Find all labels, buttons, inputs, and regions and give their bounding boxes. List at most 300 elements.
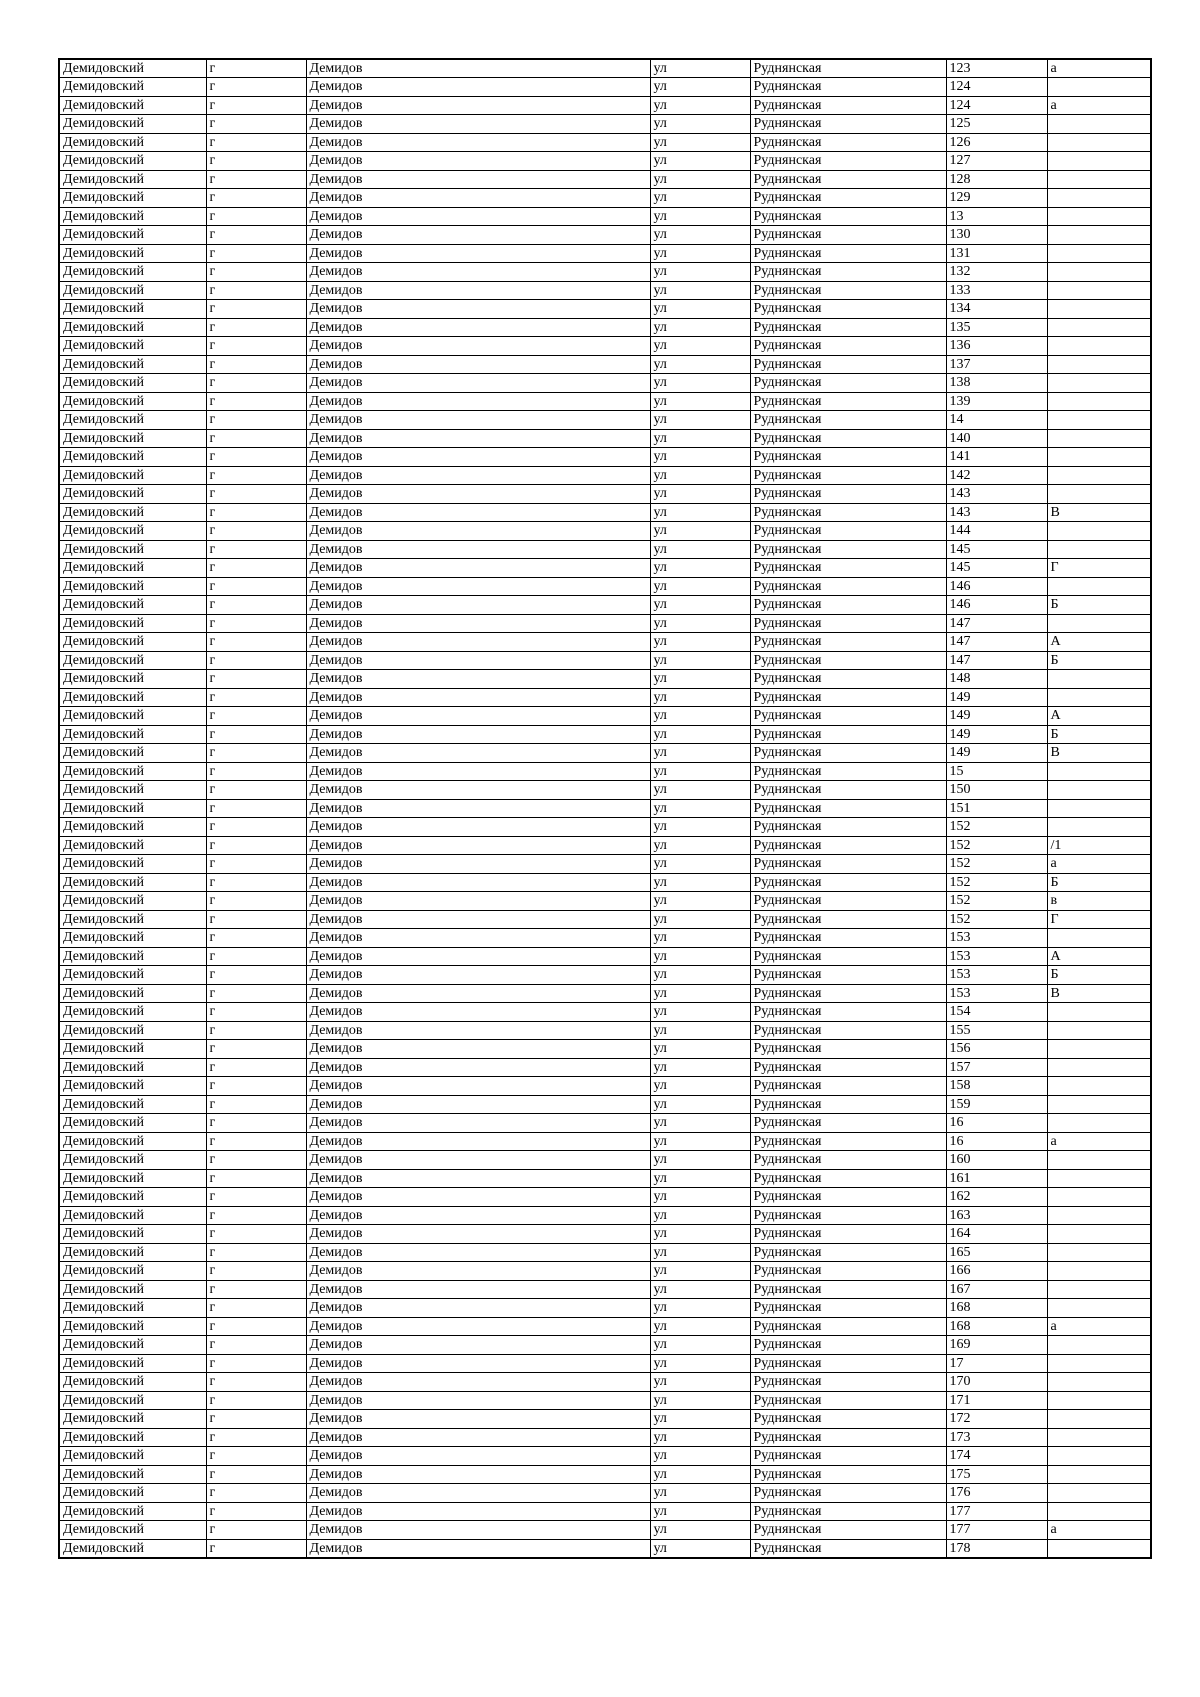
district-cell: Демидовский xyxy=(59,540,206,559)
house-number-cell: 168 xyxy=(946,1317,1047,1336)
table-row xyxy=(59,855,1151,874)
settlement-type-cell: г xyxy=(206,1502,306,1521)
house-letter-cell: а xyxy=(1047,1132,1151,1151)
table-row xyxy=(59,1465,1151,1484)
settlement-cell: Демидов xyxy=(306,1410,650,1429)
house-letter-cell xyxy=(1047,1336,1151,1355)
house-number-cell: 135 xyxy=(946,318,1047,337)
settlement-type-cell: г xyxy=(206,318,306,337)
district-cell: Демидовский xyxy=(59,78,206,97)
house-letter-cell xyxy=(1047,411,1151,430)
district-cell: Демидовский xyxy=(59,614,206,633)
district-cell: Демидовский xyxy=(59,392,206,411)
house-number-cell: 152 xyxy=(946,873,1047,892)
house-letter-cell xyxy=(1047,466,1151,485)
house-letter-cell: а xyxy=(1047,1317,1151,1336)
street-cell: Руднянская xyxy=(750,707,946,726)
district-cell: Демидовский xyxy=(59,1003,206,1022)
house-number-cell: 153 xyxy=(946,966,1047,985)
settlement-cell: Демидов xyxy=(306,836,650,855)
settlement-cell: Демидов xyxy=(306,466,650,485)
settlement-cell: Демидов xyxy=(306,503,650,522)
street-cell: Руднянская xyxy=(750,596,946,615)
district-cell: Демидовский xyxy=(59,559,206,578)
settlement-type-cell: г xyxy=(206,1243,306,1262)
house-number-cell: 128 xyxy=(946,170,1047,189)
house-letter-cell xyxy=(1047,115,1151,134)
settlement-type-cell: г xyxy=(206,1280,306,1299)
settlement-type-cell: г xyxy=(206,651,306,670)
table-row xyxy=(59,1040,1151,1059)
table-row xyxy=(59,633,1151,652)
house-number-cell: 152 xyxy=(946,855,1047,874)
settlement-type-cell: г xyxy=(206,1188,306,1207)
street-cell: Руднянская xyxy=(750,818,946,837)
house-letter-cell: А xyxy=(1047,707,1151,726)
house-letter-cell xyxy=(1047,1114,1151,1133)
street-type-cell: ул xyxy=(650,244,750,263)
settlement-cell: Демидов xyxy=(306,1465,650,1484)
house-letter-cell: а xyxy=(1047,59,1151,78)
street-cell: Руднянская xyxy=(750,1169,946,1188)
house-number-cell: 145 xyxy=(946,540,1047,559)
settlement-cell: Демидов xyxy=(306,1132,650,1151)
table-row xyxy=(59,411,1151,430)
house-letter-cell xyxy=(1047,522,1151,541)
street-type-cell: ул xyxy=(650,1502,750,1521)
district-cell: Демидовский xyxy=(59,133,206,152)
table-row xyxy=(59,1428,1151,1447)
house-letter-cell xyxy=(1047,281,1151,300)
house-letter-cell xyxy=(1047,1410,1151,1429)
settlement-cell: Демидов xyxy=(306,966,650,985)
district-cell: Демидовский xyxy=(59,577,206,596)
street-type-cell: ул xyxy=(650,929,750,948)
street-cell: Руднянская xyxy=(750,1521,946,1540)
house-letter-cell xyxy=(1047,1095,1151,1114)
house-letter-cell xyxy=(1047,670,1151,689)
street-cell: Руднянская xyxy=(750,1447,946,1466)
street-type-cell: ул xyxy=(650,392,750,411)
table-row xyxy=(59,1095,1151,1114)
district-cell: Демидовский xyxy=(59,1502,206,1521)
settlement-type-cell: г xyxy=(206,855,306,874)
settlement-cell: Демидов xyxy=(306,337,650,356)
house-number-cell: 151 xyxy=(946,799,1047,818)
street-type-cell: ул xyxy=(650,411,750,430)
address-table xyxy=(58,58,1152,1559)
settlement-cell: Демидов xyxy=(306,744,650,763)
table-row xyxy=(59,1151,1151,1170)
house-number-cell: 136 xyxy=(946,337,1047,356)
table-row xyxy=(59,725,1151,744)
street-cell: Руднянская xyxy=(750,966,946,985)
street-cell: Руднянская xyxy=(750,59,946,78)
house-letter-cell xyxy=(1047,485,1151,504)
house-number-cell: 145 xyxy=(946,559,1047,578)
settlement-cell: Демидов xyxy=(306,392,650,411)
table-row xyxy=(59,78,1151,97)
street-cell: Руднянская xyxy=(750,1151,946,1170)
district-cell: Демидовский xyxy=(59,1428,206,1447)
house-number-cell: 178 xyxy=(946,1539,1047,1558)
house-number-cell: 172 xyxy=(946,1410,1047,1429)
house-letter-cell xyxy=(1047,1058,1151,1077)
house-letter-cell: Б xyxy=(1047,725,1151,744)
street-type-cell: ул xyxy=(650,226,750,245)
district-cell: Демидовский xyxy=(59,1447,206,1466)
house-number-cell: 153 xyxy=(946,984,1047,1003)
settlement-cell: Демидов xyxy=(306,1225,650,1244)
house-number-cell: 156 xyxy=(946,1040,1047,1059)
settlement-type-cell: г xyxy=(206,96,306,115)
house-number-cell: 167 xyxy=(946,1280,1047,1299)
street-cell: Руднянская xyxy=(750,1465,946,1484)
settlement-type-cell: г xyxy=(206,910,306,929)
table-row xyxy=(59,429,1151,448)
street-type-cell: ул xyxy=(650,78,750,97)
district-cell: Демидовский xyxy=(59,411,206,430)
house-letter-cell: а xyxy=(1047,855,1151,874)
district-cell: Демидовский xyxy=(59,1539,206,1558)
house-letter-cell xyxy=(1047,207,1151,226)
settlement-cell: Демидов xyxy=(306,281,650,300)
settlement-type-cell: г xyxy=(206,1225,306,1244)
street-cell: Руднянская xyxy=(750,466,946,485)
table-row xyxy=(59,614,1151,633)
house-number-cell: 125 xyxy=(946,115,1047,134)
table-row xyxy=(59,1114,1151,1133)
street-type-cell: ул xyxy=(650,522,750,541)
house-letter-cell xyxy=(1047,1262,1151,1281)
settlement-cell: Демидов xyxy=(306,1373,650,1392)
settlement-cell: Демидов xyxy=(306,670,650,689)
street-cell: Руднянская xyxy=(750,1410,946,1429)
settlement-cell: Демидов xyxy=(306,429,650,448)
table-row xyxy=(59,1373,1151,1392)
street-type-cell: ул xyxy=(650,540,750,559)
street-cell: Руднянская xyxy=(750,540,946,559)
settlement-type-cell: г xyxy=(206,633,306,652)
table-row xyxy=(59,485,1151,504)
table-row xyxy=(59,744,1151,763)
house-letter-cell xyxy=(1047,133,1151,152)
settlement-cell: Демидов xyxy=(306,855,650,874)
table-row xyxy=(59,984,1151,1003)
house-number-cell: 149 xyxy=(946,707,1047,726)
house-number-cell: 157 xyxy=(946,1058,1047,1077)
house-number-cell: 152 xyxy=(946,818,1047,837)
street-cell: Руднянская xyxy=(750,1095,946,1114)
table-row xyxy=(59,1206,1151,1225)
district-cell: Демидовский xyxy=(59,1299,206,1318)
settlement-cell: Демидов xyxy=(306,1058,650,1077)
street-type-cell: ул xyxy=(650,485,750,504)
house-letter-cell xyxy=(1047,1151,1151,1170)
house-number-cell: 126 xyxy=(946,133,1047,152)
district-cell: Демидовский xyxy=(59,1410,206,1429)
table-row xyxy=(59,374,1151,393)
house-letter-cell: а xyxy=(1047,96,1151,115)
table-row xyxy=(59,818,1151,837)
table-row xyxy=(59,577,1151,596)
street-type-cell: ул xyxy=(650,855,750,874)
table-row xyxy=(59,448,1151,467)
settlement-type-cell: г xyxy=(206,596,306,615)
street-cell: Руднянская xyxy=(750,577,946,596)
settlement-type-cell: г xyxy=(206,466,306,485)
street-type-cell: ул xyxy=(650,1410,750,1429)
street-cell: Руднянская xyxy=(750,1262,946,1281)
house-letter-cell xyxy=(1047,244,1151,263)
house-letter-cell: Г xyxy=(1047,559,1151,578)
district-cell: Демидовский xyxy=(59,855,206,874)
street-type-cell: ул xyxy=(650,1169,750,1188)
street-type-cell: ул xyxy=(650,966,750,985)
table-row xyxy=(59,836,1151,855)
settlement-cell: Демидов xyxy=(306,559,650,578)
street-cell: Руднянская xyxy=(750,744,946,763)
street-cell: Руднянская xyxy=(750,411,946,430)
street-cell: Руднянская xyxy=(750,1003,946,1022)
district-cell: Демидовский xyxy=(59,1077,206,1096)
house-letter-cell xyxy=(1047,762,1151,781)
street-cell: Руднянская xyxy=(750,1299,946,1318)
settlement-type-cell: г xyxy=(206,966,306,985)
house-letter-cell xyxy=(1047,1225,1151,1244)
settlement-type-cell: г xyxy=(206,984,306,1003)
settlement-type-cell: г xyxy=(206,1021,306,1040)
street-type-cell: ул xyxy=(650,1465,750,1484)
district-cell: Демидовский xyxy=(59,1484,206,1503)
house-number-cell: 140 xyxy=(946,429,1047,448)
settlement-type-cell: г xyxy=(206,429,306,448)
settlement-type-cell: г xyxy=(206,929,306,948)
house-letter-cell: /1 xyxy=(1047,836,1151,855)
house-letter-cell xyxy=(1047,1188,1151,1207)
settlement-cell: Демидов xyxy=(306,485,650,504)
house-number-cell: 144 xyxy=(946,522,1047,541)
settlement-cell: Демидов xyxy=(306,873,650,892)
house-letter-cell xyxy=(1047,1003,1151,1022)
street-type-cell: ул xyxy=(650,1391,750,1410)
house-number-cell: 152 xyxy=(946,892,1047,911)
settlement-cell: Демидов xyxy=(306,947,650,966)
house-letter-cell xyxy=(1047,1502,1151,1521)
house-number-cell: 138 xyxy=(946,374,1047,393)
house-letter-cell xyxy=(1047,226,1151,245)
street-cell: Руднянская xyxy=(750,115,946,134)
street-cell: Руднянская xyxy=(750,1243,946,1262)
street-type-cell: ул xyxy=(650,799,750,818)
street-cell: Руднянская xyxy=(750,1132,946,1151)
district-cell: Демидовский xyxy=(59,429,206,448)
settlement-type-cell: г xyxy=(206,836,306,855)
settlement-cell: Демидов xyxy=(306,189,650,208)
table-row xyxy=(59,244,1151,263)
street-type-cell: ул xyxy=(650,670,750,689)
settlement-type-cell: г xyxy=(206,170,306,189)
settlement-type-cell: г xyxy=(206,688,306,707)
settlement-cell: Демидов xyxy=(306,707,650,726)
settlement-cell: Демидов xyxy=(306,59,650,78)
house-number-cell: 158 xyxy=(946,1077,1047,1096)
table-row xyxy=(59,318,1151,337)
house-number-cell: 170 xyxy=(946,1373,1047,1392)
street-cell: Руднянская xyxy=(750,1354,946,1373)
house-letter-cell xyxy=(1047,1391,1151,1410)
street-cell: Руднянская xyxy=(750,1188,946,1207)
settlement-type-cell: г xyxy=(206,1317,306,1336)
district-cell: Демидовский xyxy=(59,115,206,134)
house-letter-cell xyxy=(1047,1484,1151,1503)
street-cell: Руднянская xyxy=(750,559,946,578)
street-type-cell: ул xyxy=(650,1317,750,1336)
settlement-type-cell: г xyxy=(206,503,306,522)
house-letter-cell xyxy=(1047,1428,1151,1447)
street-type-cell: ул xyxy=(650,818,750,837)
street-cell: Руднянская xyxy=(750,1391,946,1410)
street-cell: Руднянская xyxy=(750,651,946,670)
table-row xyxy=(59,873,1151,892)
district-cell: Демидовский xyxy=(59,466,206,485)
street-type-cell: ул xyxy=(650,466,750,485)
table-row xyxy=(59,1521,1151,1540)
settlement-type-cell: г xyxy=(206,1151,306,1170)
settlement-cell: Демидов xyxy=(306,633,650,652)
street-type-cell: ул xyxy=(650,207,750,226)
street-type-cell: ул xyxy=(650,910,750,929)
settlement-type-cell: г xyxy=(206,263,306,282)
street-cell: Руднянская xyxy=(750,1077,946,1096)
settlement-cell: Демидов xyxy=(306,226,650,245)
street-cell: Руднянская xyxy=(750,189,946,208)
settlement-cell: Демидов xyxy=(306,1336,650,1355)
house-letter-cell xyxy=(1047,1206,1151,1225)
district-cell: Демидовский xyxy=(59,892,206,911)
district-cell: Демидовский xyxy=(59,947,206,966)
house-letter-cell xyxy=(1047,337,1151,356)
settlement-type-cell: г xyxy=(206,411,306,430)
house-number-cell: 154 xyxy=(946,1003,1047,1022)
table-row xyxy=(59,947,1151,966)
settlement-type-cell: г xyxy=(206,133,306,152)
settlement-cell: Демидов xyxy=(306,818,650,837)
settlement-type-cell: г xyxy=(206,1447,306,1466)
street-type-cell: ул xyxy=(650,1095,750,1114)
house-letter-cell: В xyxy=(1047,744,1151,763)
table-row xyxy=(59,596,1151,615)
table-row xyxy=(59,1336,1151,1355)
house-letter-cell xyxy=(1047,318,1151,337)
settlement-cell: Демидов xyxy=(306,651,650,670)
settlement-cell: Демидов xyxy=(306,1188,650,1207)
settlement-cell: Демидов xyxy=(306,929,650,948)
street-type-cell: ул xyxy=(650,355,750,374)
house-number-cell: 168 xyxy=(946,1299,1047,1318)
house-number-cell: 162 xyxy=(946,1188,1047,1207)
house-letter-cell xyxy=(1047,429,1151,448)
settlement-type-cell: г xyxy=(206,762,306,781)
street-type-cell: ул xyxy=(650,1114,750,1133)
house-number-cell: 123 xyxy=(946,59,1047,78)
settlement-cell: Демидов xyxy=(306,596,650,615)
settlement-cell: Демидов xyxy=(306,1021,650,1040)
settlement-type-cell: г xyxy=(206,744,306,763)
street-cell: Руднянская xyxy=(750,1206,946,1225)
settlement-cell: Демидов xyxy=(306,1262,650,1281)
district-cell: Демидовский xyxy=(59,1465,206,1484)
house-letter-cell xyxy=(1047,614,1151,633)
street-cell: Руднянская xyxy=(750,133,946,152)
house-number-cell: 155 xyxy=(946,1021,1047,1040)
table-row xyxy=(59,133,1151,152)
house-number-cell: 129 xyxy=(946,189,1047,208)
settlement-type-cell: г xyxy=(206,152,306,171)
house-letter-cell xyxy=(1047,577,1151,596)
settlement-cell: Демидов xyxy=(306,984,650,1003)
table-row xyxy=(59,1410,1151,1429)
settlement-cell: Демидов xyxy=(306,910,650,929)
street-type-cell: ул xyxy=(650,189,750,208)
table-row xyxy=(59,355,1151,374)
street-cell: Руднянская xyxy=(750,300,946,319)
settlement-cell: Демидов xyxy=(306,244,650,263)
house-number-cell: 149 xyxy=(946,725,1047,744)
house-number-cell: 166 xyxy=(946,1262,1047,1281)
house-letter-cell xyxy=(1047,189,1151,208)
house-number-cell: 131 xyxy=(946,244,1047,263)
street-type-cell: ул xyxy=(650,836,750,855)
settlement-cell: Демидов xyxy=(306,1428,650,1447)
house-number-cell: 153 xyxy=(946,929,1047,948)
street-type-cell: ул xyxy=(650,781,750,800)
district-cell: Демидовский xyxy=(59,1114,206,1133)
address-rows xyxy=(59,59,1151,1558)
settlement-type-cell: г xyxy=(206,781,306,800)
house-letter-cell xyxy=(1047,78,1151,97)
district-cell: Демидовский xyxy=(59,873,206,892)
street-cell: Руднянская xyxy=(750,374,946,393)
house-letter-cell: Б xyxy=(1047,873,1151,892)
house-letter-cell xyxy=(1047,540,1151,559)
settlement-cell: Демидов xyxy=(306,1502,650,1521)
house-letter-cell xyxy=(1047,1299,1151,1318)
street-type-cell: ул xyxy=(650,651,750,670)
district-cell: Демидовский xyxy=(59,966,206,985)
district-cell: Демидовский xyxy=(59,688,206,707)
settlement-cell: Демидов xyxy=(306,762,650,781)
house-letter-cell xyxy=(1047,374,1151,393)
house-number-cell: 150 xyxy=(946,781,1047,800)
street-cell: Руднянская xyxy=(750,1317,946,1336)
house-letter-cell xyxy=(1047,1169,1151,1188)
house-number-cell: 146 xyxy=(946,596,1047,615)
house-letter-cell xyxy=(1047,152,1151,171)
district-cell: Демидовский xyxy=(59,910,206,929)
district-cell: Демидовский xyxy=(59,1206,206,1225)
settlement-cell: Демидов xyxy=(306,1243,650,1262)
house-number-cell: 141 xyxy=(946,448,1047,467)
house-letter-cell xyxy=(1047,1040,1151,1059)
district-cell: Демидовский xyxy=(59,1373,206,1392)
street-type-cell: ул xyxy=(650,300,750,319)
settlement-type-cell: г xyxy=(206,448,306,467)
street-type-cell: ул xyxy=(650,633,750,652)
street-type-cell: ул xyxy=(650,1225,750,1244)
settlement-type-cell: г xyxy=(206,1262,306,1281)
settlement-cell: Демидов xyxy=(306,96,650,115)
